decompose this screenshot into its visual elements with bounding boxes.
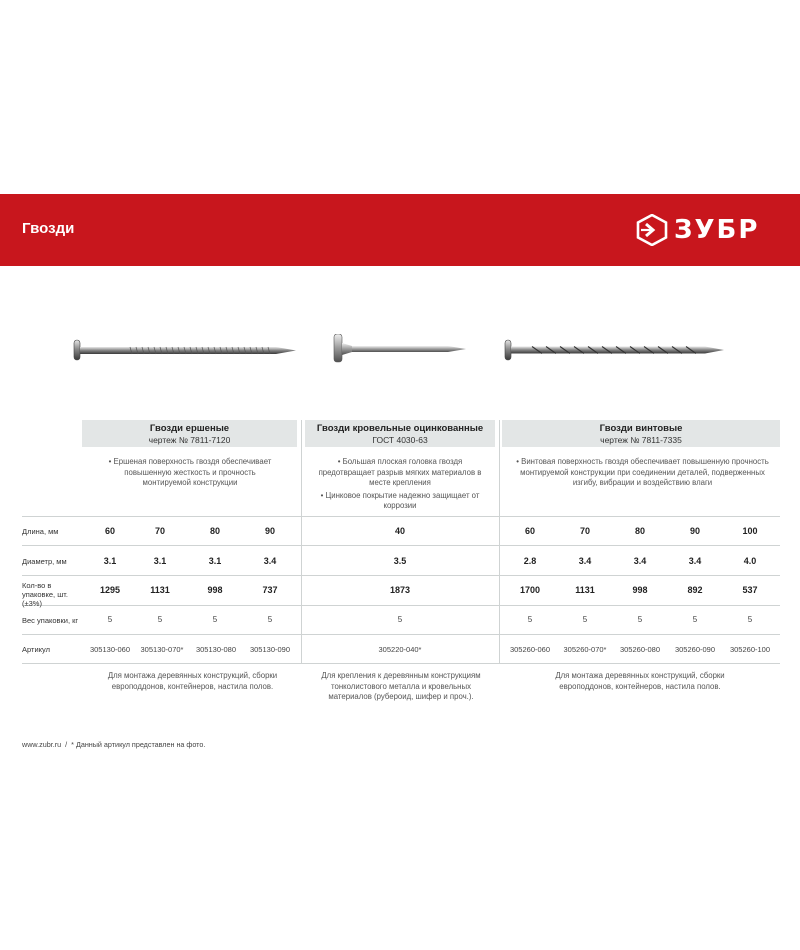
table-cell: 3.1: [208, 556, 222, 566]
product-spec: ГОСТ 4030-63: [372, 435, 428, 445]
table-cell: 1131: [150, 585, 170, 595]
row-label-quantity: Кол-во в упаковке, шт. (±3%): [22, 581, 68, 608]
table-cell: 3.4: [688, 556, 702, 566]
description-bullet: • Цинковое покрытие надежно защищает от коррозии: [320, 490, 480, 510]
table-cell: 5: [212, 615, 218, 624]
table-cell: 3.5: [393, 556, 407, 566]
table-cell: 5: [582, 615, 588, 624]
article-number: 305130-080: [195, 645, 237, 654]
table-cell: 80: [634, 526, 645, 536]
article-number: 305260-070*: [563, 645, 607, 654]
table-cell: 998: [632, 585, 648, 595]
table-cell: 1873: [389, 585, 411, 595]
table-cell: 70: [154, 526, 165, 536]
table-cell: 90: [264, 526, 275, 536]
table-cell: 5: [692, 615, 698, 624]
article-number: 305130-060: [89, 645, 131, 654]
article-number: 305260-100: [729, 645, 771, 654]
table-cell: 5: [267, 615, 273, 624]
product-header-screw: [502, 420, 780, 447]
table-cell: 892: [687, 585, 703, 595]
table-row-divider: [22, 516, 780, 517]
table-cell: 3.4: [263, 556, 277, 566]
table-cell: 537: [742, 585, 758, 595]
brand-logo-icon: [636, 214, 668, 246]
product-spec: чертеж № 7811-7335: [600, 435, 682, 445]
table-cell: 1295: [99, 585, 121, 595]
article-number: 305260-090: [674, 645, 716, 654]
article-number: 305130-070*: [140, 645, 184, 654]
row-label-article: Артикул: [22, 645, 50, 654]
table-row-divider: [22, 634, 780, 635]
product-usage: Для монтажа деревянных конструкций, сборки европоддонов, контейнеров, настила полов.: [107, 671, 278, 691]
product-description: [100, 457, 280, 491]
product-title: Гвозди винтовые: [599, 423, 683, 434]
table-cell: 2.8: [523, 556, 537, 566]
table-cell: 70: [579, 526, 590, 536]
table-cell: 5: [747, 615, 753, 624]
description-bullet: • Большая плоская головка гвоздя предотвращает разрыв мягких материалов в месте крепления: [318, 457, 482, 487]
table-cell: 60: [524, 526, 535, 536]
table-cell: 5: [157, 615, 163, 624]
article-number: 305260-060: [509, 645, 551, 654]
page-title: Гвозди: [22, 220, 75, 237]
brand-logo-text: ЗУБР: [674, 215, 760, 245]
table-row-divider: [22, 575, 780, 576]
product-title: Гвозди кровельные оцинкованные: [316, 423, 484, 434]
product-spec: чертеж № 7811-7120: [148, 435, 231, 445]
product-header-ring-shank: [82, 420, 297, 447]
footer-note: [22, 740, 205, 749]
product-description: [310, 457, 490, 514]
brand-logo: [636, 214, 781, 246]
table-cell: 60: [104, 526, 115, 536]
product-header-roofing: [305, 420, 495, 447]
footnote: * Данный артикул представлен на фото.: [71, 740, 206, 749]
table-cell: 3.4: [578, 556, 592, 566]
footer-separator: /: [65, 740, 68, 749]
product-description: [510, 457, 775, 491]
table-cell: 100: [742, 526, 758, 536]
table-cell: 1700: [519, 585, 541, 595]
header-banner: [0, 194, 800, 266]
article-number: 305220-040*: [378, 645, 422, 654]
table-column-divider: [499, 420, 500, 663]
table-cell: 5: [397, 615, 403, 624]
description-bullet: • Ершеная поверхность гвоздя обеспечивает повышенную жесткость и прочность монтируемой конструкции: [108, 457, 272, 487]
description-bullet: • Винтовая поверхность гвоздя обеспечивает повышенную прочность монтируемой конструкции при соединении деталей, подверженных изгибу, вибрации и воздействию влаги: [516, 457, 769, 487]
table-cell: 5: [107, 615, 113, 624]
table-cell: 998: [207, 585, 223, 595]
table-row-divider: [22, 545, 780, 546]
table-cell: 90: [689, 526, 700, 536]
table-cell: 4.0: [743, 556, 757, 566]
ring-shank-nail-image: [70, 338, 300, 364]
row-label-diameter: Диаметр, мм: [22, 557, 67, 566]
table-column-divider: [301, 420, 302, 663]
table-cell: 40: [394, 526, 405, 536]
table-cell: 80: [209, 526, 220, 536]
row-label-weight: Вес упаковки, кг: [22, 616, 79, 625]
table-cell: 737: [262, 585, 278, 595]
table-cell: 1131: [575, 585, 595, 595]
product-title: Гвозди ершеные: [149, 423, 230, 434]
article-number: 305260-080: [619, 645, 661, 654]
roofing-nail-image: [330, 334, 470, 364]
table-row-divider: [22, 605, 780, 606]
product-usage: Для монтажа деревянных конструкций, сборки европоддонов, контейнеров, настила полов.: [555, 671, 725, 691]
table-cell: 3.4: [633, 556, 647, 566]
table-cell: 3.1: [153, 556, 167, 566]
article-number: 305130-090: [249, 645, 291, 654]
table-cell: 3.1: [103, 556, 117, 566]
row-label-length: Длина, мм: [22, 527, 59, 536]
website-link[interactable]: www.zubr.ru: [22, 740, 62, 749]
table-cell: 5: [637, 615, 643, 624]
table-cell: 5: [527, 615, 533, 624]
product-usage: Для крепления к деревянным конструкциям тонколистового металла и кровельных материалов (рубероид, шифер и проч.).: [321, 671, 481, 701]
table-row-divider: [22, 663, 780, 664]
screw-nail-image: [502, 338, 727, 362]
